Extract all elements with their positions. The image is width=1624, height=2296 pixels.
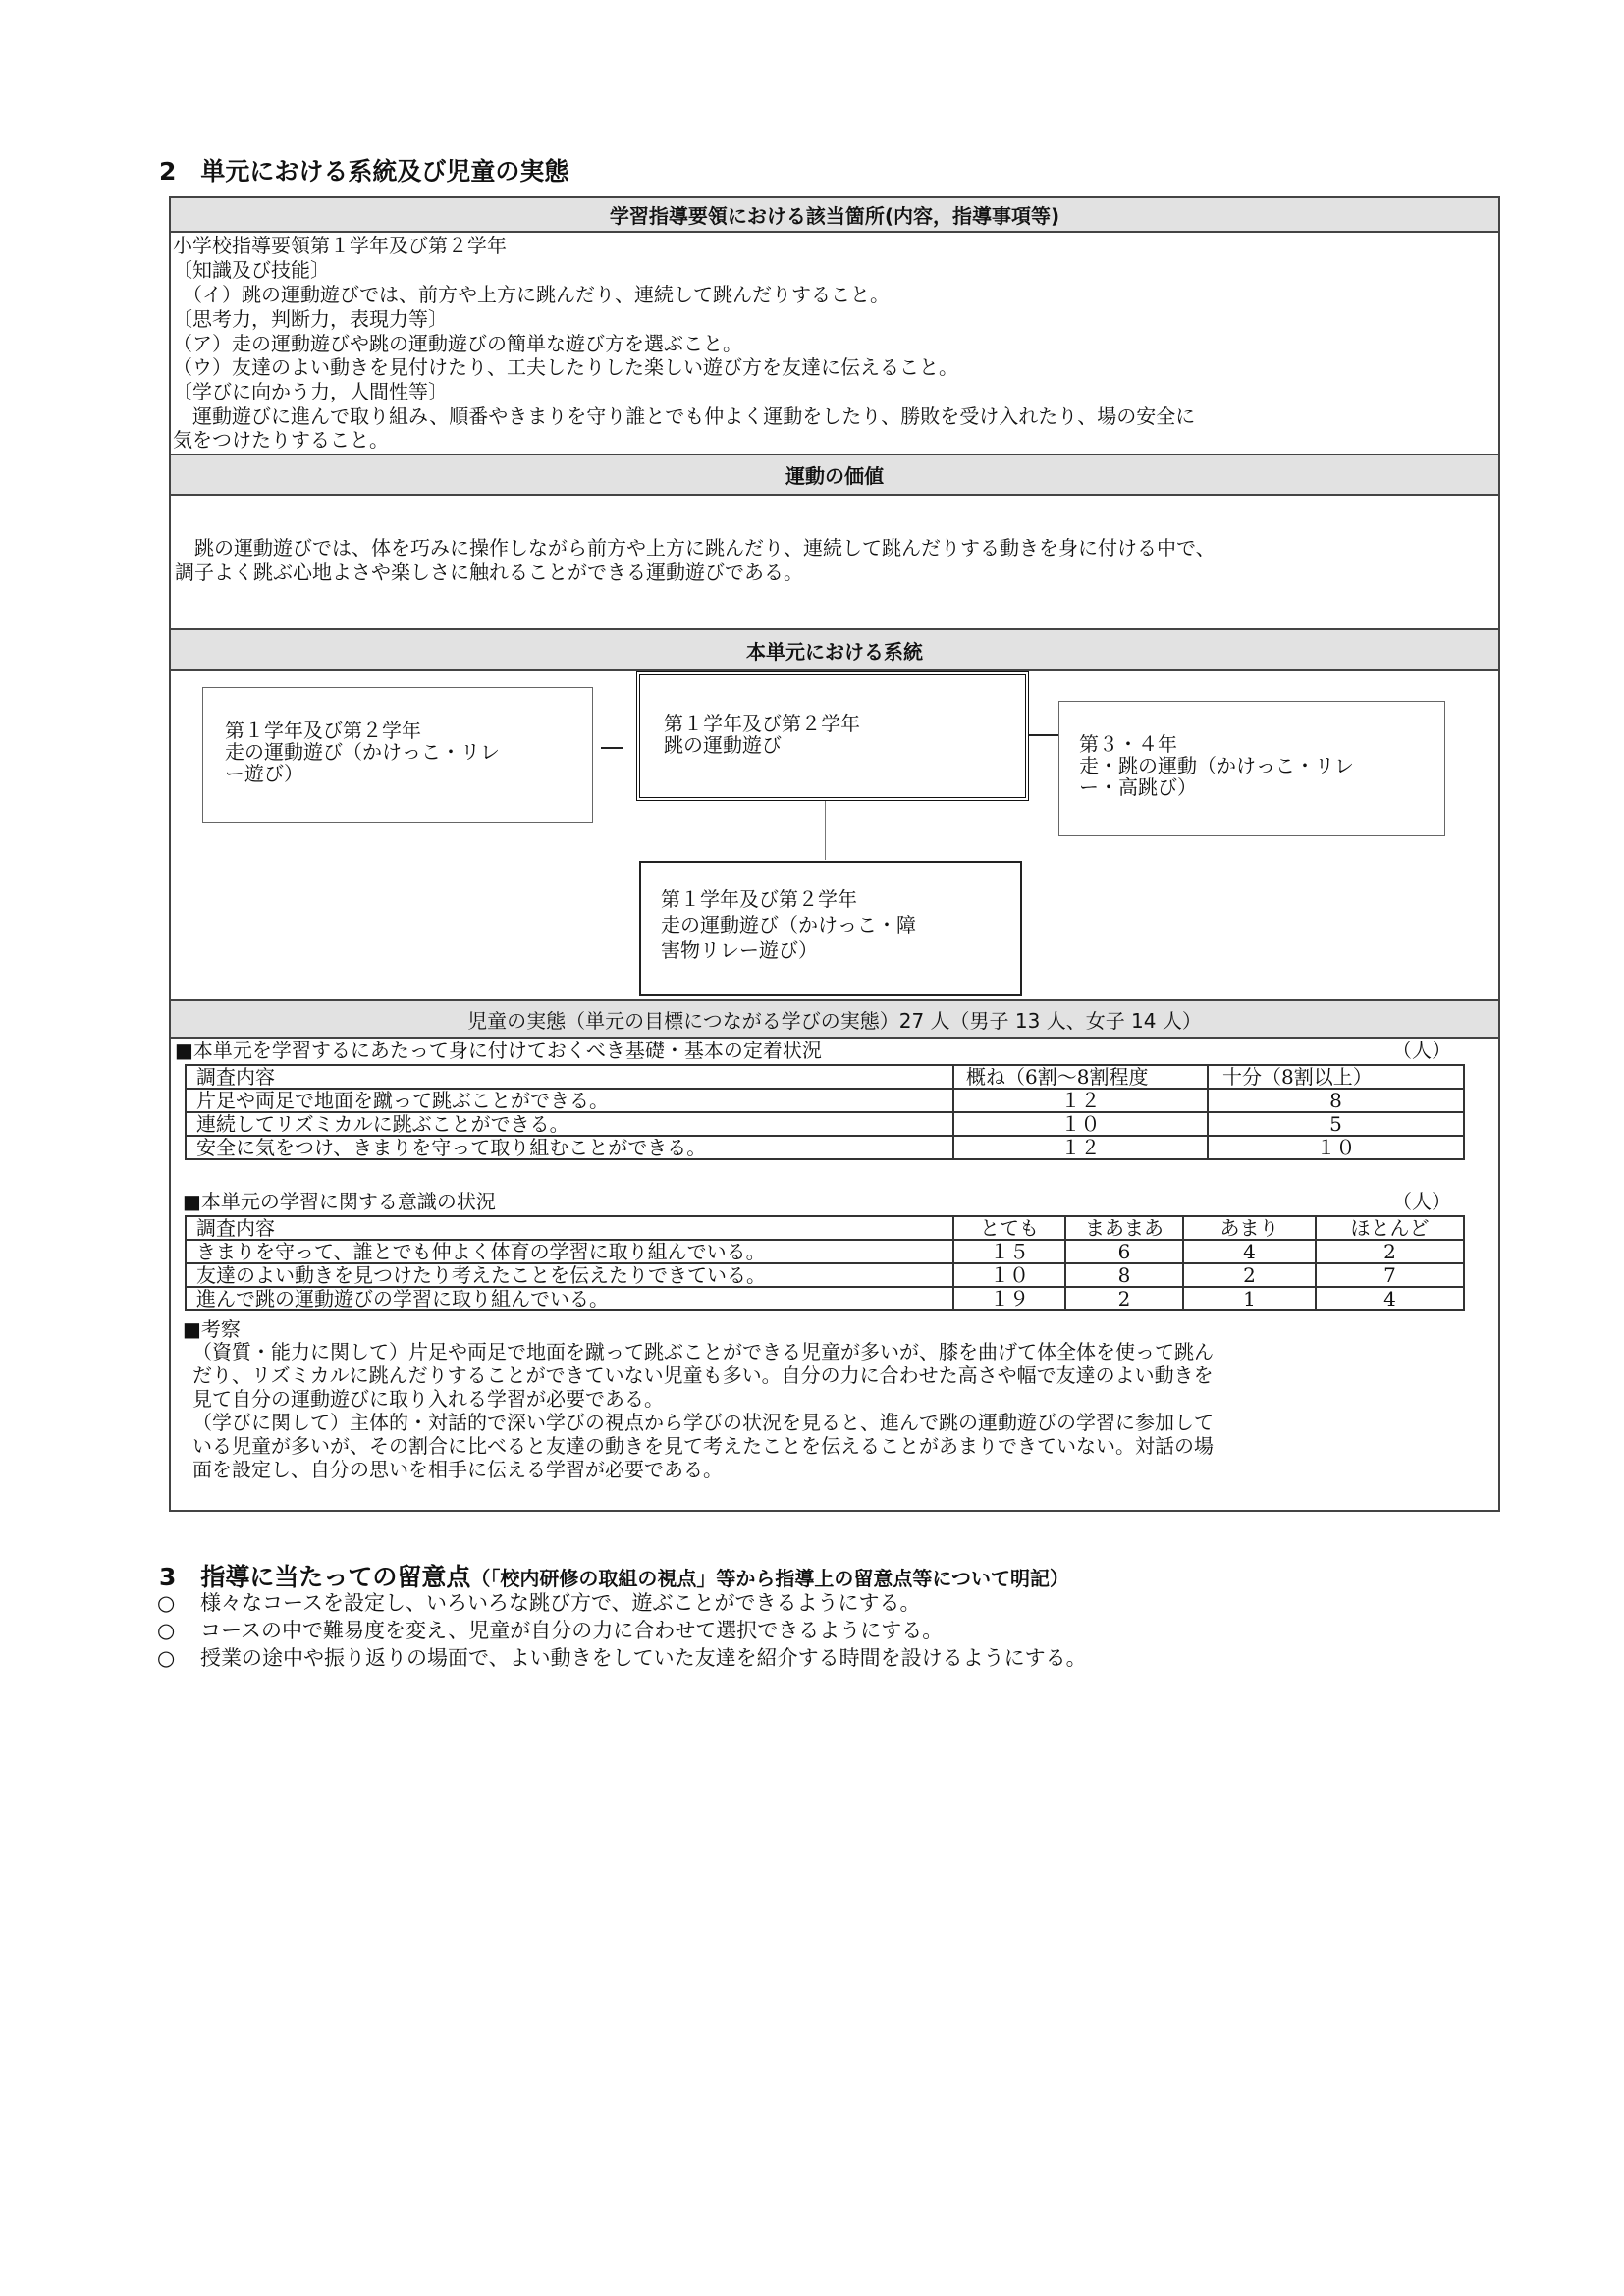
table-row xyxy=(186,1287,1464,1310)
header-cell: 概ね（6割～8割程度 xyxy=(953,1065,1208,1089)
box-text: ー・高跳び） xyxy=(1079,775,1197,799)
cell-value: 1 xyxy=(1183,1287,1316,1310)
guidelines-line: 小学校指導要領第１学年及び第２学年 xyxy=(173,234,507,257)
awareness-title: ■本単元の学習に関する意識の状況 xyxy=(183,1190,496,1213)
discussion-line: いる児童が多いが、その割合に比べると友達の動きを見て考えたことを伝えることがあまりできていない。対話の場 xyxy=(192,1434,1214,1458)
box-text: 跳の運動遊び xyxy=(664,733,782,757)
cell-value: １０ xyxy=(953,1263,1065,1287)
cell-value: 5 xyxy=(1208,1112,1464,1136)
cell-value: １９ xyxy=(953,1287,1065,1310)
list-item-text: 授業の途中や振り返りの場面で、よい動きをしていた友達を紹介する時間を設けるようにする。 xyxy=(200,1646,1087,1670)
cell-item: 進んで跳の運動遊びの学習に取り組んでいる。 xyxy=(186,1287,953,1310)
cell-value: １２ xyxy=(953,1089,1208,1112)
guidelines-line: （イ）跳の運動遊びでは、前方や上方に跳んだり、連続して跳んだりすること。 xyxy=(173,283,890,306)
section-3-subtitle: （「校内研修の取組の視点」等から指導上の留意点等について明記） xyxy=(470,1567,1070,1590)
system-header: 本単元における系統 xyxy=(169,628,1500,671)
circle-bullet-icon: ○ xyxy=(157,1619,176,1642)
list-item-text: コースの中で難易度を変え、児童が自分の力に合わせて選択できるようにする。 xyxy=(200,1619,944,1642)
cell-item: 安全に気をつけ、きまりを守って取り組むことができる。 xyxy=(186,1136,953,1159)
list-item xyxy=(157,1642,1087,1672)
cell-value: 2 xyxy=(1065,1287,1183,1310)
box-text: 第１学年及び第２学年 xyxy=(661,887,857,911)
list-item xyxy=(157,1587,921,1617)
list-item xyxy=(157,1615,943,1644)
discussion-line: 面を設定し、自分の思いを相手に伝える学習が必要である。 xyxy=(192,1458,723,1481)
cell-value: 4 xyxy=(1316,1287,1464,1310)
connector-line xyxy=(825,801,826,860)
section-3-title: 3 指導に当たっての留意点 xyxy=(159,1563,471,1591)
header-cell: 調査内容 xyxy=(186,1065,953,1089)
discussion-line: だり、リズミカルに跳んだりすることができていない児童も多い。自分の力に合わせた高さや幅で友達のよい動きを xyxy=(192,1363,1214,1387)
header-cell: とても xyxy=(953,1216,1065,1240)
header-cell: あまり xyxy=(1183,1216,1316,1240)
box-text: 走・跳の運動（かけっこ・リレ xyxy=(1079,754,1354,777)
guidelines-line: 〔学びに向かう力，人間性等〕 xyxy=(173,380,448,403)
guidelines-line: （ア）走の運動遊びや跳の運動遊びの簡単な遊び方を選ぶこと。 xyxy=(173,332,742,355)
box-grade12-running xyxy=(202,687,593,823)
box-text: 第３・４年 xyxy=(1079,732,1177,756)
box-text: 走の運動遊び（かけっこ・リレ xyxy=(225,740,500,764)
guidelines-line: 〔知識及び技能〕 xyxy=(173,258,330,282)
box-grade12-obstacle-relay xyxy=(639,861,1022,996)
box-text: ー遊び） xyxy=(225,762,303,785)
basics-unit: （人） xyxy=(1392,1039,1451,1062)
table-row xyxy=(186,1112,1464,1136)
discussion-line: 見て自分の運動遊びに取り入れる学習が必要である。 xyxy=(192,1387,664,1411)
cell-value: 2 xyxy=(1316,1240,1464,1263)
box-text: 第１学年及び第２学年 xyxy=(225,719,421,742)
value-header: 運動の価値 xyxy=(169,454,1500,496)
circle-bullet-icon: ○ xyxy=(157,1646,176,1670)
table-row xyxy=(186,1263,1464,1287)
cell-value: １２ xyxy=(953,1136,1208,1159)
guidelines-header: 学習指導要領における該当箇所(内容，指導事項等) xyxy=(169,196,1500,233)
table-row xyxy=(186,1136,1464,1159)
table-row xyxy=(186,1089,1464,1112)
basics-table xyxy=(185,1064,1465,1160)
box-grade34 xyxy=(1058,701,1445,836)
box-text: 走の運動遊び（かけっこ・障 xyxy=(661,913,916,936)
list-item-text: 様々なコースを設定し、いろいろな跳び方で、遊ぶことができるようにする。 xyxy=(200,1591,921,1615)
box-text: 害物リレー遊び） xyxy=(661,938,818,962)
discussion-line: （学びに関して）主体的・対話的で深い学びの視点から学びの状況を見ると、進んで跳の運動遊びの学習に参加して xyxy=(192,1411,1214,1434)
box-grade12-jumping-current-unit xyxy=(636,671,1029,801)
discussion-line: （資質・能力に関して）片足や両足で地面を蹴って跳ぶことができる児童が多いが、膝を曲げて体全体を使って跳ん xyxy=(192,1340,1214,1363)
cell-item: 友達のよい動きを見つけたり考えたことを伝えたりできている。 xyxy=(186,1263,953,1287)
section-2-title: 2 単元における系統及び児童の実態 xyxy=(159,157,569,186)
cell-value: 7 xyxy=(1316,1263,1464,1287)
connector-line xyxy=(601,747,623,749)
guidelines-line: 気をつけたりすること。 xyxy=(173,428,389,452)
guidelines-line: 運動遊びに進んで取り組み、順番やきまりを守り誰とでも仲よく運動をしたり、勝敗を受け入れたり、場の安全に xyxy=(173,404,1196,428)
cell-value: 8 xyxy=(1065,1263,1183,1287)
awareness-table xyxy=(185,1215,1465,1311)
cell-item: きまりを守って、誰とでも仲よく体育の学習に取り組んでいる。 xyxy=(186,1240,953,1263)
cell-value: １５ xyxy=(953,1240,1065,1263)
cell-item: 連続してリズミカルに跳ぶことができる。 xyxy=(186,1112,953,1136)
value-line: 調子よく跳ぶ心地よさや楽しさに触れることができる運動遊びである。 xyxy=(175,561,803,584)
awareness-unit: （人） xyxy=(1392,1190,1451,1213)
cell-item: 片足や両足で地面を蹴って跳ぶことができる。 xyxy=(186,1089,953,1112)
header-cell: まあまあ xyxy=(1065,1216,1183,1240)
table-header-row xyxy=(186,1216,1464,1240)
cell-value: 4 xyxy=(1183,1240,1316,1263)
cell-value: 8 xyxy=(1208,1089,1464,1112)
cell-value: 6 xyxy=(1065,1240,1183,1263)
cell-value: 2 xyxy=(1183,1263,1316,1287)
students-header: 児童の実態（単元の目標につながる学びの実態）27 人（男子 13 人、女子 14 人） xyxy=(169,999,1500,1039)
table-row xyxy=(186,1240,1464,1263)
guidelines-line: （ウ）友達のよい動きを見付けたり、工夫したりした楽しい遊び方を友達に伝えること。 xyxy=(173,355,958,379)
box-text: 第１学年及び第２学年 xyxy=(664,712,860,735)
discussion-title: ■考察 xyxy=(183,1317,241,1341)
table-header-row xyxy=(186,1065,1464,1089)
guidelines-line: 〔思考力，判断力，表現力等〕 xyxy=(173,307,448,331)
cell-value: １０ xyxy=(1208,1136,1464,1159)
cell-value: １０ xyxy=(953,1112,1208,1136)
connector-line xyxy=(1029,734,1058,736)
header-cell: ほとんど xyxy=(1316,1216,1464,1240)
value-line: 跳の運動遊びでは、体を巧みに操作しながら前方や上方に跳んだり、連続して跳んだりする動きを身に付ける中で、 xyxy=(175,536,1216,560)
basics-title: ■本単元を学習するにあたって身に付けておくべき基礎・基本の定着状況 xyxy=(175,1039,822,1062)
header-cell: 十分（8割以上） xyxy=(1208,1065,1464,1089)
header-cell: 調査内容 xyxy=(186,1216,953,1240)
circle-bullet-icon: ○ xyxy=(157,1591,176,1615)
